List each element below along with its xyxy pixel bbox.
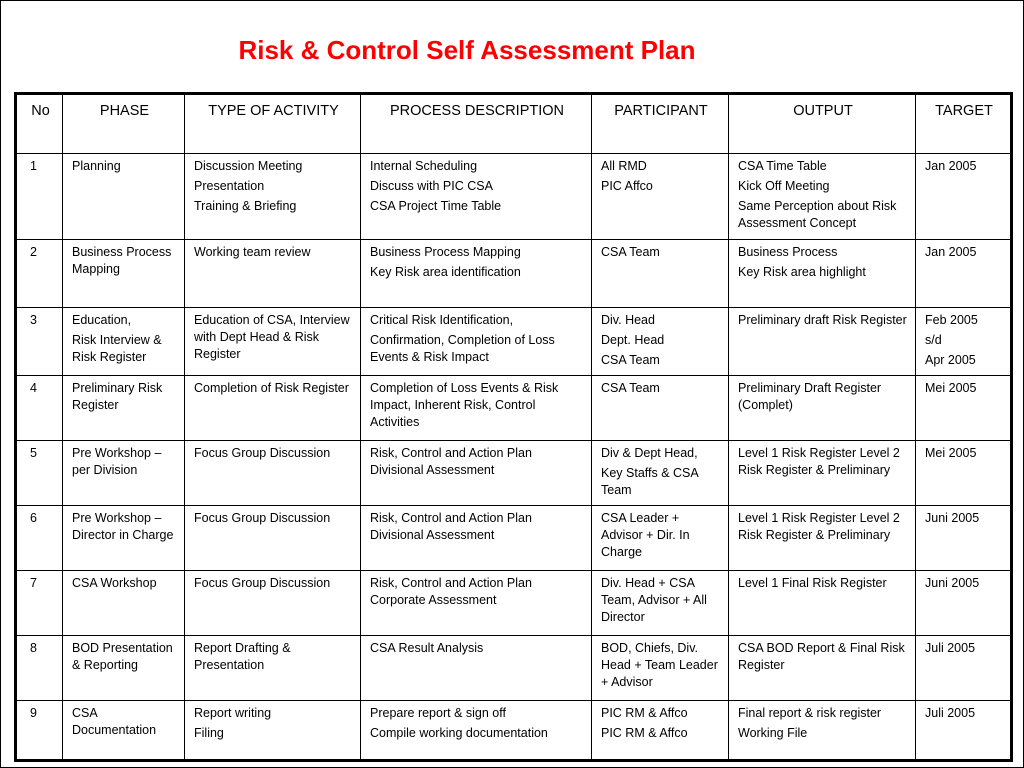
cell-line: CSA Team — [601, 245, 660, 259]
cell-line: Prepare report & sign off — [370, 706, 506, 720]
cell-line: Key Staffs & CSA Team — [601, 466, 699, 497]
activity-cell — [185, 441, 361, 506]
row-number-cell: 8 — [16, 636, 63, 701]
phase-cell — [63, 441, 185, 506]
cell-line: BOD, Chiefs, Div. Head + Team Leader + Advisor — [601, 641, 718, 689]
cell-line: PIC RM & Affco — [601, 706, 688, 720]
cell-line: Discussion Meeting — [194, 159, 303, 173]
row-number-cell: 7 — [16, 571, 63, 636]
process-cell — [361, 701, 592, 761]
cell-line: Filing — [194, 726, 224, 740]
output-cell — [729, 308, 916, 376]
table-row — [16, 636, 1012, 701]
target-cell — [916, 441, 1012, 506]
process-cell — [361, 154, 592, 240]
participant-cell — [592, 376, 729, 441]
cell-line: PIC Affco — [601, 179, 653, 193]
cell-line: CSA Workshop — [72, 576, 157, 590]
cell-line: Level 1 Final Risk Register — [738, 576, 887, 590]
cell-line: Risk, Control and Action Plan Corporate Assessment — [370, 576, 532, 607]
target-cell — [916, 636, 1012, 701]
cell-line: Planning — [72, 159, 121, 173]
column-header: PHASE — [63, 94, 185, 154]
cell-line: Kick Off Meeting — [738, 179, 830, 193]
cell-line: Completion of Risk Register — [194, 381, 349, 395]
cell-line: Apr 2005 — [925, 353, 976, 367]
cell-line: Report Drafting & Presentation — [194, 641, 291, 672]
column-header: OUTPUT — [729, 94, 916, 154]
output-cell — [729, 701, 916, 761]
phase-cell — [63, 308, 185, 376]
cell-line: Completion of Loss Events & Risk Impact, Inherent Risk, Control Activities — [370, 381, 559, 429]
output-cell — [729, 571, 916, 636]
cell-line: Focus Group Discussion — [194, 446, 331, 460]
process-cell — [361, 571, 592, 636]
cell-line: CSA BOD Report & Final Risk Register — [738, 641, 905, 672]
cell-line: Preliminary Risk Register — [72, 381, 163, 412]
participant-cell — [592, 506, 729, 571]
target-cell — [916, 506, 1012, 571]
process-cell — [361, 376, 592, 441]
cell-line: Report writing — [194, 706, 272, 720]
table-row — [16, 701, 1012, 761]
page-title: Risk & Control Self Assessment Plan — [238, 35, 696, 65]
cell-line: Mei 2005 — [925, 446, 977, 460]
cell-line: Business Process Mapping — [370, 245, 521, 259]
cell-line: Level 1 Risk Register Level 2 Risk Register & Preliminary — [738, 446, 900, 477]
cell-line: Working File — [738, 726, 808, 740]
cell-line: Education of CSA, Interview with Dept Head & Risk Register — [194, 313, 350, 361]
activity-cell — [185, 701, 361, 761]
participant-cell — [592, 571, 729, 636]
cell-line: CSA Result Analysis — [370, 641, 484, 655]
cell-line: Presentation — [194, 179, 265, 193]
table-row — [16, 376, 1012, 441]
cell-line: Education, — [72, 313, 132, 327]
phase-cell — [63, 571, 185, 636]
cell-line: Focus Group Discussion — [194, 576, 331, 590]
cell-line: Risk Interview & Risk Register — [72, 333, 162, 364]
cell-line: Preliminary draft Risk Register — [738, 313, 907, 327]
cell-line: Level 1 Risk Register Level 2 Risk Register & Preliminary — [738, 511, 900, 542]
table-row — [16, 571, 1012, 636]
column-header: No — [16, 94, 63, 154]
cell-line: s/d — [925, 333, 942, 347]
cell-line: Business Process — [738, 245, 838, 259]
activity-cell — [185, 154, 361, 240]
cell-line: Working team review — [194, 245, 311, 259]
cell-line: Dept. Head — [601, 333, 665, 347]
row-number-cell: 2 — [16, 240, 63, 308]
cell-line: Internal Scheduling — [370, 159, 478, 173]
column-header: TARGET — [916, 94, 1012, 154]
process-cell — [361, 308, 592, 376]
cell-line: Div. Head — [601, 313, 655, 327]
cell-line: Jan 2005 — [925, 159, 977, 173]
cell-line: Jan 2005 — [925, 245, 977, 259]
phase-cell — [63, 376, 185, 441]
assessment-plan-table — [14, 92, 1013, 762]
cell-line: Discuss with PIC CSA — [370, 179, 493, 193]
cell-line: Pre Workshop – per Division — [72, 446, 162, 477]
table-header-row — [16, 94, 1012, 154]
cell-line: CSA Team — [601, 353, 660, 367]
cell-line: Focus Group Discussion — [194, 511, 331, 525]
cell-line: Final report & risk register — [738, 706, 882, 720]
activity-cell — [185, 571, 361, 636]
table-row — [16, 308, 1012, 376]
activity-cell — [185, 308, 361, 376]
cell-line: All RMD — [601, 159, 647, 173]
activity-cell — [185, 636, 361, 701]
process-cell — [361, 506, 592, 571]
activity-cell — [185, 240, 361, 308]
row-number-cell: 3 — [16, 308, 63, 376]
process-cell — [361, 441, 592, 506]
cell-line: Key Risk area identification — [370, 265, 521, 279]
cell-line: Risk, Control and Action Plan Divisional Assessment — [370, 446, 532, 477]
cell-line: BOD Presentation & Reporting — [72, 641, 173, 672]
cell-line: Confirmation, Completion of Loss Events & Risk Impact — [370, 333, 555, 364]
target-cell — [916, 154, 1012, 240]
cell-line: CSA Team — [601, 381, 660, 395]
row-number-cell: 4 — [16, 376, 63, 441]
column-header: TYPE OF ACTIVITY — [185, 94, 361, 154]
cell-line: Juni 2005 — [925, 576, 980, 590]
phase-cell — [63, 154, 185, 240]
cell-line: Risk, Control and Action Plan Divisional Assessment — [370, 511, 532, 542]
cell-line: CSA Documentation — [72, 706, 157, 737]
participant-cell — [592, 701, 729, 761]
cell-line: Div. Head + CSA Team, Advisor + All Director — [601, 576, 707, 624]
table-body — [16, 154, 1012, 761]
cell-line: Key Risk area highlight — [738, 265, 866, 279]
cell-line: Mei 2005 — [925, 381, 977, 395]
table-row — [16, 154, 1012, 240]
process-cell — [361, 636, 592, 701]
output-cell — [729, 240, 916, 308]
cell-line: Compile working documentation — [370, 726, 548, 740]
cell-line: CSA Leader + Advisor + Dir. In Charge — [601, 511, 690, 559]
activity-cell — [185, 376, 361, 441]
cell-line: Pre Workshop – Director in Charge — [72, 511, 174, 542]
participant-cell — [592, 154, 729, 240]
table-row — [16, 506, 1012, 571]
output-cell — [729, 441, 916, 506]
output-cell — [729, 376, 916, 441]
phase-cell — [63, 506, 185, 571]
output-cell — [729, 506, 916, 571]
cell-line: Business Process Mapping — [72, 245, 172, 276]
output-cell — [729, 154, 916, 240]
participant-cell — [592, 308, 729, 376]
cell-line: PIC RM & Affco — [601, 726, 688, 740]
table-row — [16, 441, 1012, 506]
phase-cell — [63, 701, 185, 761]
cell-line: Critical Risk Identification, — [370, 313, 514, 327]
cell-line: Div & Dept Head, — [601, 446, 698, 460]
cell-line: Juli 2005 — [925, 706, 976, 720]
cell-line: Feb 2005 — [925, 313, 978, 327]
cell-line: CSA Time Table — [738, 159, 827, 173]
participant-cell — [592, 441, 729, 506]
phase-cell — [63, 240, 185, 308]
column-header: PARTICIPANT — [592, 94, 729, 154]
column-header: PROCESS DESCRIPTION — [361, 94, 592, 154]
target-cell — [916, 701, 1012, 761]
target-cell — [916, 240, 1012, 308]
cell-line: Same Perception about Risk Assessment Concept — [738, 199, 897, 230]
row-number-cell: 5 — [16, 441, 63, 506]
cell-line: CSA Project Time Table — [370, 199, 502, 213]
row-number-cell: 6 — [16, 506, 63, 571]
output-cell — [729, 636, 916, 701]
activity-cell — [185, 506, 361, 571]
participant-cell — [592, 240, 729, 308]
table-row — [16, 240, 1012, 308]
target-cell — [916, 571, 1012, 636]
phase-cell — [63, 636, 185, 701]
target-cell — [916, 308, 1012, 376]
participant-cell — [592, 636, 729, 701]
cell-line: Preliminary Draft Register (Complet) — [738, 381, 882, 412]
cell-line: Juni 2005 — [925, 511, 980, 525]
cell-line: Juli 2005 — [925, 641, 976, 655]
row-number-cell: 9 — [16, 701, 63, 761]
row-number-cell: 1 — [16, 154, 63, 240]
target-cell — [916, 376, 1012, 441]
cell-line: Training & Briefing — [194, 199, 297, 213]
process-cell — [361, 240, 592, 308]
